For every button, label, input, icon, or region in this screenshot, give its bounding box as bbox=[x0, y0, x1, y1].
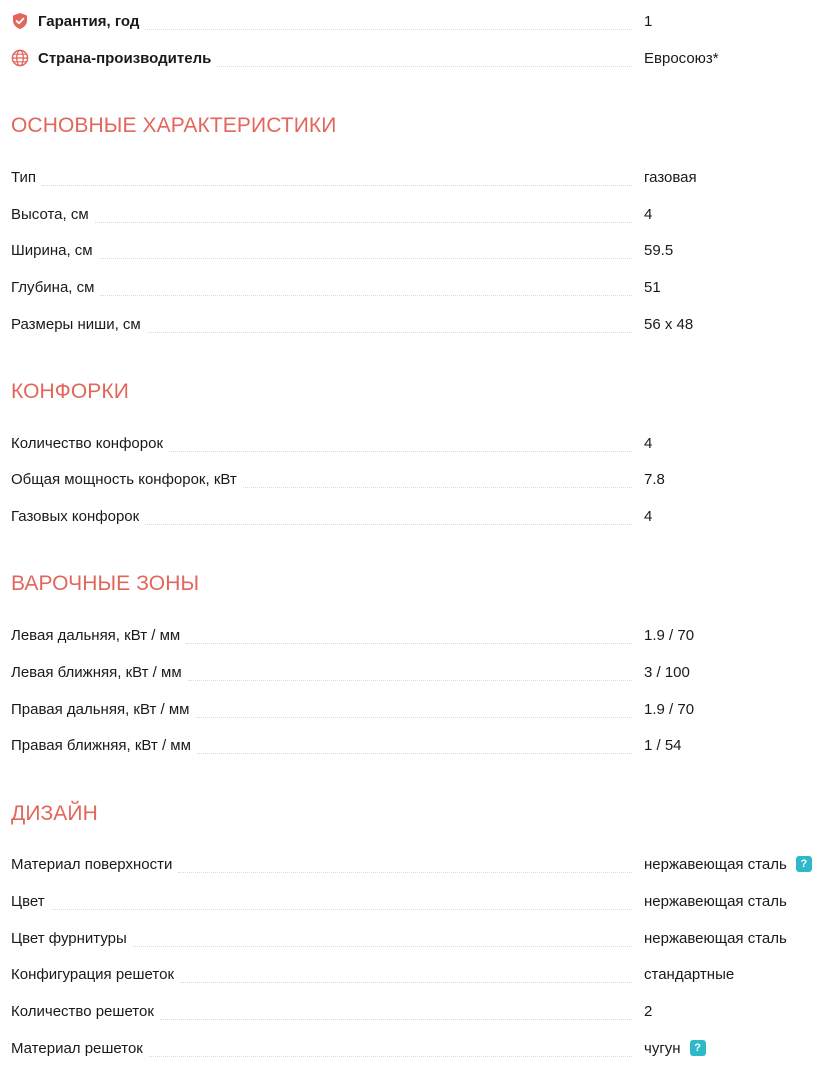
dotted-leader bbox=[147, 331, 632, 333]
section-title-burners: КОНФОРКИ bbox=[11, 380, 129, 403]
spec-row bbox=[0, 202, 836, 226]
spec-value: 4 bbox=[644, 434, 653, 452]
spec-row bbox=[0, 165, 836, 189]
section-title-cooking-zones: ВАРОЧНЫЕ ЗОНЫ bbox=[11, 572, 200, 595]
spec-label: Количество решеток bbox=[11, 1003, 160, 1020]
globe-icon bbox=[11, 49, 29, 67]
spec-row bbox=[0, 275, 836, 299]
dotted-leader bbox=[197, 752, 632, 754]
dotted-leader bbox=[178, 871, 632, 873]
dotted-leader bbox=[160, 1018, 632, 1020]
help-icon[interactable]: ? bbox=[690, 1040, 706, 1056]
dotted-leader bbox=[149, 1055, 632, 1057]
spec-label: Материал поверхности bbox=[11, 856, 178, 873]
spec-row bbox=[0, 504, 836, 528]
spec-value: 3 / 100 bbox=[644, 663, 690, 681]
spec-row bbox=[0, 697, 836, 721]
spec-label: Левая дальняя, кВт / мм bbox=[11, 627, 186, 644]
spec-value: 2 bbox=[644, 1002, 653, 1020]
spec-row bbox=[0, 238, 836, 262]
spec-value: 4 bbox=[644, 205, 653, 223]
spec-label: Гарантия, год bbox=[38, 13, 145, 30]
dotted-leader bbox=[99, 257, 632, 259]
spec-value: нержавеющая сталь bbox=[644, 892, 787, 910]
spec-label: Ширина, см bbox=[11, 242, 99, 259]
spec-label: Материал решеток bbox=[11, 1040, 149, 1057]
spec-row bbox=[0, 312, 836, 336]
dotted-leader bbox=[217, 65, 632, 67]
spec-row bbox=[0, 962, 836, 986]
spec-value: нержавеющая сталь bbox=[644, 929, 787, 947]
spec-row bbox=[0, 926, 836, 950]
dotted-leader bbox=[180, 981, 632, 983]
dotted-leader bbox=[188, 679, 632, 681]
help-icon[interactable]: ? bbox=[796, 856, 812, 872]
spec-label: Глубина, см bbox=[11, 279, 100, 296]
spec-row bbox=[0, 852, 836, 876]
spec-value: Евросоюз* bbox=[644, 49, 719, 67]
spec-row bbox=[0, 660, 836, 684]
spec-label: Высота, см bbox=[11, 206, 95, 223]
spec-label: Левая ближняя, кВт / мм bbox=[11, 664, 188, 681]
spec-row-warranty bbox=[0, 9, 836, 33]
spec-label: Общая мощность конфорок, кВт bbox=[11, 471, 243, 488]
dotted-leader bbox=[145, 28, 632, 30]
spec-value: 1 / 54 bbox=[644, 736, 682, 754]
spec-value: 4 bbox=[644, 507, 653, 525]
spec-label: Количество конфорок bbox=[11, 435, 169, 452]
spec-value: газовая bbox=[644, 168, 697, 186]
dotted-leader bbox=[145, 523, 632, 525]
dotted-leader bbox=[95, 221, 632, 223]
spec-row bbox=[0, 999, 836, 1023]
dotted-leader bbox=[42, 184, 632, 186]
spec-label: Тип bbox=[11, 169, 42, 186]
spec-value: 59.5 bbox=[644, 241, 674, 259]
shield-check-icon bbox=[11, 12, 29, 30]
spec-label: Правая дальняя, кВт / мм bbox=[11, 701, 196, 718]
spec-value: 1.9 / 70 bbox=[644, 626, 695, 644]
dotted-leader bbox=[133, 945, 632, 947]
spec-label: Цвет фурнитуры bbox=[11, 930, 133, 947]
section-title-main: ОСНОВНЫЕ ХАРАКТЕРИСТИКИ bbox=[11, 114, 337, 137]
spec-value: 56 x 48 bbox=[644, 315, 694, 333]
spec-value: 51 bbox=[644, 278, 661, 296]
spec-row bbox=[0, 889, 836, 913]
dotted-leader bbox=[196, 716, 633, 718]
spec-row bbox=[0, 623, 836, 647]
dotted-leader bbox=[51, 908, 632, 910]
spec-row bbox=[0, 733, 836, 757]
spec-label: Страна-производитель bbox=[38, 50, 217, 67]
dotted-leader bbox=[169, 450, 632, 452]
spec-value: 1 bbox=[644, 12, 653, 30]
spec-label: Газовых конфорок bbox=[11, 508, 145, 525]
spec-value: нержавеющая сталь bbox=[644, 855, 787, 873]
spec-label: Цвет bbox=[11, 893, 51, 910]
spec-row bbox=[0, 467, 836, 491]
spec-value: стандартные bbox=[644, 965, 735, 983]
spec-row bbox=[0, 431, 836, 455]
section-title-design: ДИЗАЙН bbox=[11, 802, 98, 825]
dotted-leader bbox=[186, 642, 632, 644]
dotted-leader bbox=[243, 486, 632, 488]
spec-value: 7.8 bbox=[644, 470, 665, 488]
spec-row-country bbox=[0, 46, 836, 70]
dotted-leader bbox=[100, 294, 632, 296]
spec-label: Размеры ниши, см bbox=[11, 316, 147, 333]
spec-value: 1.9 / 70 bbox=[644, 700, 695, 718]
spec-row bbox=[0, 1036, 836, 1060]
spec-label: Конфигурация решеток bbox=[11, 966, 180, 983]
spec-label: Правая ближняя, кВт / мм bbox=[11, 737, 197, 754]
spec-value: чугун bbox=[644, 1039, 681, 1057]
